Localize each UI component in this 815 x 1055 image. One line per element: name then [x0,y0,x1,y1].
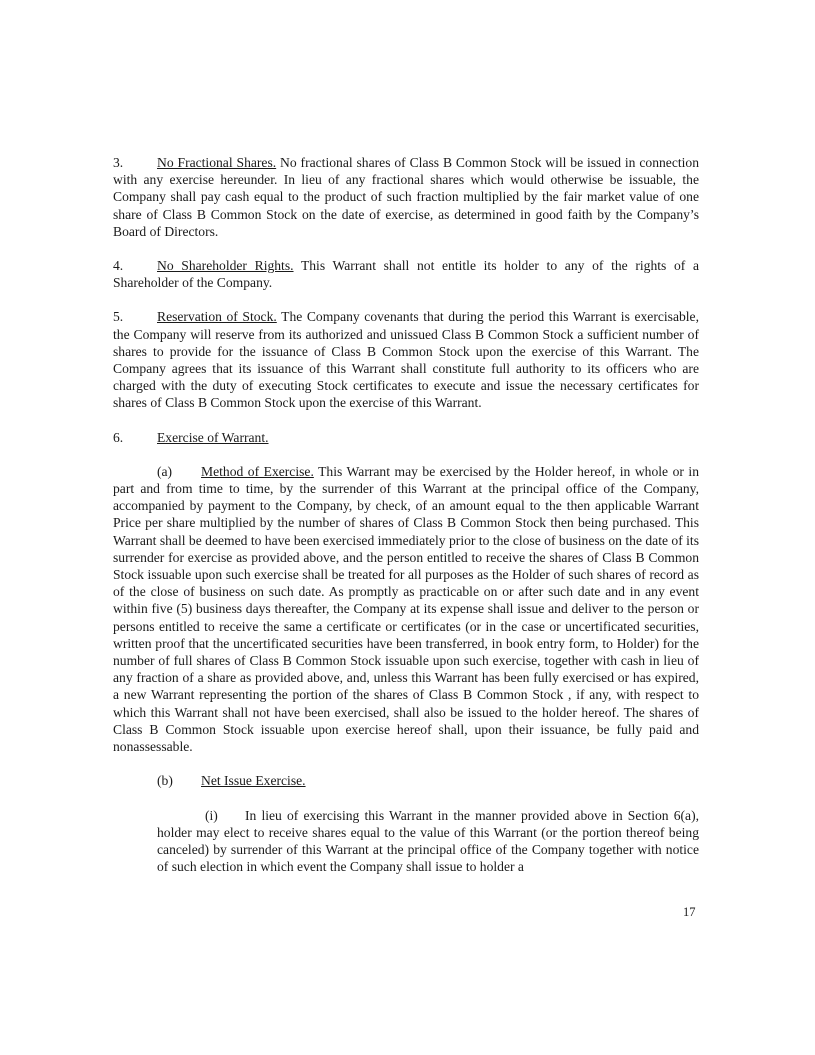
section-6a [113,463,699,755]
clause-text: In lieu of exercising this Warrant in the manner provided above in Section 6(a), holder may elect to receive shares equal to the value of this Warrant (or the portion thereof being canceled) by surrender of this Warrant at the principal office of the Company together with notice of such election in which event the Company shall issue to holder a [157,807,699,875]
section-text: No fractional shares of Class B Common Stock will be issued in connection with any exercise hereunder. In lieu of any fractional shares which would otherwise be issuable, the Company shall pay cash equal to the product of such fraction multiplied by the fair market value of one share of Class B Common Stock on the date of exercise, as determined in good faith by the Company’s Board of Directors. [113,155,699,239]
section-heading: Exercise of Warrant. [157,429,269,445]
section-5 [113,308,699,411]
subsection-heading: Net Issue Exercise. [201,773,306,789]
page-number: 17 [683,905,696,919]
section-number: 5. [113,309,124,325]
subsection-number: (a) [157,463,173,479]
section-text: This Warrant shall not entitle its holder to any of the rights of a Shareholder of the Company. [113,258,699,291]
section-4 [113,257,699,291]
subsection-number: (b) [157,773,173,789]
section-6b [113,772,699,789]
section-number: 6. [113,429,124,445]
section-6b-i [113,807,699,876]
section-heading: No Shareholder Rights. [157,258,294,274]
document-body [113,154,699,892]
section-6 [113,429,699,446]
section-3 [113,154,699,240]
section-heading: No Fractional Shares. [157,155,277,170]
section-number: 4. [113,258,124,274]
section-heading: Reservation of Stock. [157,309,277,325]
clause-number: (i) [205,807,218,823]
subsection-text: This Warrant may be exercised by the Holder hereof, in whole or in part and from time to time, by the surrender of this Warrant at the principal office of the Company, accompanied by payment to the Company, by check, of an amount equal to the then applicable Warrant Price per share multiplied by the number of shares of Class B Common Stock then being purchased. This Warrant shall be deemed to have been exercised immediately prior to the close of business on the date of its surrender for exercise as provided above, and the person entitled to receive the shares of Class B Common Stock issuable upon such exercise shall be treated for all purposes as the Holder of such shares of record as of the close of business on such date. As promptly as practicable on or after such date and in any event within five (5) business days thereafter, the Company at its expense shall issue and deliver to the person or persons entitled to receive the same a certificate or certificates (or in the case or uncertificated securities, written proof that the uncertificated securities have been transferred, in book entry form, to Holder) for the number of full shares of Class B Common Stock issuable upon such exercise, together with cash in lieu of any fraction of a share as provided above, and, unless this Warrant has been fully exercised or has expired, a new Warrant representing the portion of the shares of Class B Common Stock , if any, with respect to which this Warrant shall not have been exercised, shall also be issued to the holder hereof. The shares of Class B Common Stock issuable upon exercise hereof shall, upon their issuance, be fully paid and nonassessable. [113,463,699,755]
section-number: 3. [113,155,124,170]
section-text: The Company covenants that during the period this Warrant is exercisable, the Company will reserve from its authorized and unissued Class B Common Stock a sufficient number of shares to provide for the issuance of Class B Common Stock upon the exercise of this Warrant. The Company agrees that its issuance of this Warrant shall constitute full authority to its officers who are charged with the duty of executing Stock certificates to execute and issue the necessary certificates for shares of Class B Common Stock upon the exercise of this Warrant. [113,309,699,411]
subsection-heading: Method of Exercise. [201,463,314,479]
